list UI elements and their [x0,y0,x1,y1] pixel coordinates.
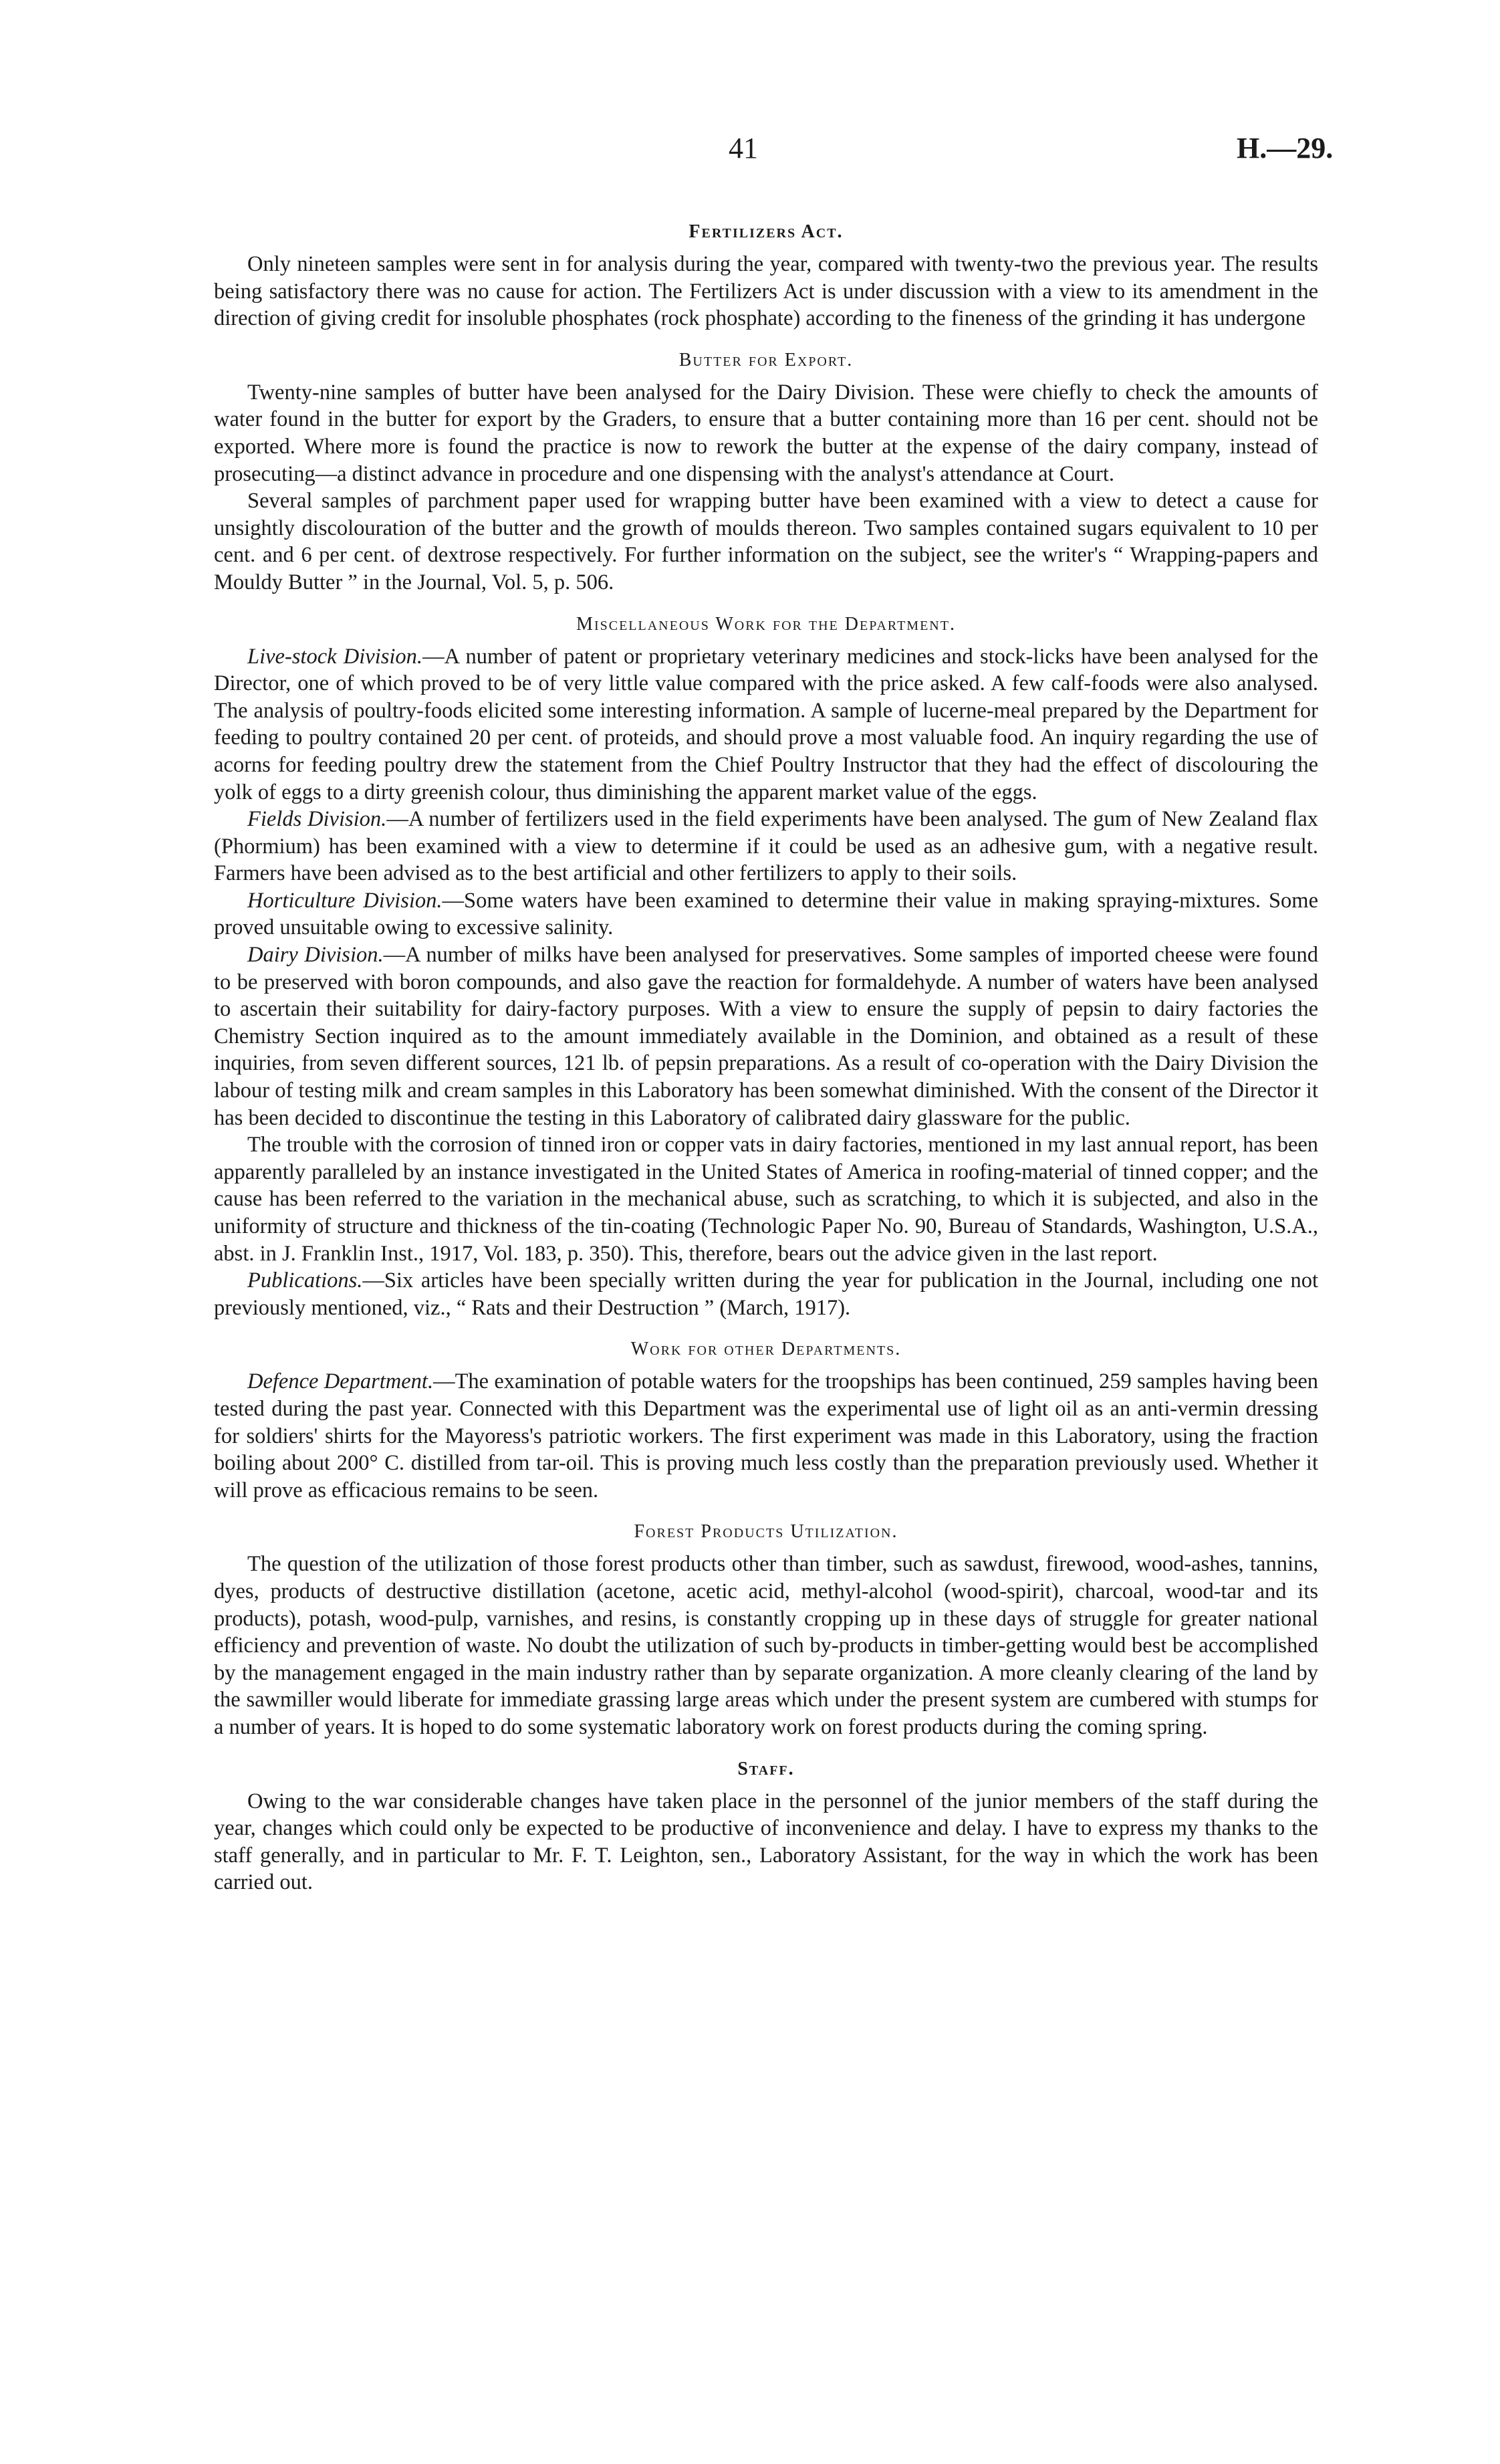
section-heading-work-for-other-departments: Work for other Departments. [630,1339,902,1360]
paragraph-publications: Publications.—Six articles have been specially written during the year for publication in the Journal, including one not previously mentioned, viz., “ Rats and their Destruction ” (March, 1917). [214,1268,1318,1320]
paragraph-staff: Owing to the war considerable changes have taken place in the personnel of the junior members of the staff during the year, changes which could only be expected to be productive of inconvenience and delay. I have to express my thanks to the staff generally, and in particular to Mr. F. T. Leighton, sen., Laboratory Assistant, for the way in which the work has been carried out. [214,1789,1318,1895]
section-heading-forest-products: Forest Products Utilization. [634,1521,898,1543]
paragraph-forest-products: The question of the utilization of those forest products other than timber, such as sawdust, firewood, wood-ashes, tannins, dyes, products of destructive distillation (acetone, acetic acid, methyl-alcohol (wood-spirit), charcoal, wood-tar and its products), potash, wood-pulp, varnishes, and resins, is constantly cropping up in these days of struggle for greater national efficiency and prevention of waste. No doubt the utilization of such by-products in timber-getting would best be accomplished by the management engaged in the main industry rather than by separate organization. A more cleanly clearing of the land by the sawmiller would liberate for immediate grassing large areas which under the present system are cumbered with stumps for a number of years. It is hoped to do some systematic laboratory work on forest products during the coming spring. [214,1552,1318,1739]
paragraph-butter-parchment: Several samples of parchment paper used for wrapping butter have been examined with a view to detect a cause for unsightly discolouration of the butter and the growth of moulds thereon. Two samples contained sugars equivalent to 10 per cent. and 6 per cent. of dextrose respectively. For further information on the subject, see the writer's “ Wrapping-papers and Mouldy Butter ” in the Journal, Vol. 5, p. 506. [214,489,1318,594]
section-heading-miscellaneous-work: Miscellaneous Work for the Department. [576,613,956,635]
section-heading-staff: Staff. [737,1758,795,1779]
paragraph-dairy-division: Dairy Division.—A number of milks have been analysed for preservatives. Some samples of imported cheese were found to be preserved with boron compounds, and also gave the reaction for formaldehyde. A number of waters have been analysed to ascertain their suitability for dairy-factory purposes. With a view to ensure the supply of pepsin to dairy factories the Chemistry Section inquired as to the amount immediately available in the Dominion, and obtained as a result of these inquiries, from seven different sources, 121 lb. of pepsin preparations. As a result of co-operation with the Dairy Division the labour of testing milk and cream samples in this Laboratory has been somewhat diminished. With the consent of the Director it has been decided to discontinue the testing in this Laboratory of calibrated dairy glassware for the public. [214,943,1318,1130]
paragraph-live-stock-division: Live-stock Division.—A number of patent or proprietary veterinary medicines and stock-licks have been analysed for the Director, one of which proved to be of very little value compared with the price asked. A few calf-foods were also analysed. The analysis of poultry-foods elicited some interesting information. A sample of lucerne-meal prepared by the Department for feeding to poultry contained 20 per cent. of proteids, and should prove a most valuable food. An inquiry regarding the use of acorns for feeding poultry drew the statement from the Chief Poultry Instructor that they had the effect of discolouring the yolk of eggs to a dirty greenish colour, thus diminishing the apparent market value of the eggs. [214,644,1318,804]
paragraph-butter-water: Twenty-nine samples of butter have been analysed for the Dairy Division. These were chiefly to check the amounts of water found in the butter for export by the Graders, to ensure that a butter containing more than 16 per cent. should not be exported. Where more is found the practice is now to rework the butter at the expense of the dairy company, instead of prosecuting—a distinct advance in procedure and one dispensing with the analyst's attendance at Court. [214,380,1318,486]
page-header [0,131,1500,171]
document-reference: H.—29. [1237,132,1334,164]
paragraph-horticulture-division: Horticulture Division.—Some waters have been examined to determine their value in making spraying-mixtures. Some proved unsuitable owing to excessive salinity. [214,888,1318,940]
paragraph-defence-department: Defence Department.—The examination of potable waters for the troopships has been continued, 259 samples having been tested during the past year. Connected with this Department was the experimental use of light oil as an anti-vermin dressing for soldiers' shirts for the Mayoress's patriotic workers. The first experiment was made in this Laboratory, using the fraction boiling about 200° C. distilled from tar-oil. This is proving much less costly than the preparation previously used. Whether it will prove as efficacious remains to be seen. [214,1369,1319,1502]
section-heading-butter-for-export: Butter for Export. [678,349,854,370]
paragraph-fields-division: Fields Division.—A number of fertilizers used in the field experiments have been analysed. The gum of New Zealand flax (Phormium) has been examined with a view to determine if it could be used as an adhesive gum, with a negative result. Farmers have been advised as to the best artificial and other fertilizers to apply to their soils. [214,807,1318,886]
section-heading-fertilizers-act: Fertilizers Act. [689,221,844,242]
paragraph-fertilizers: Only nineteen samples were sent in for analysis during the year, compared with twenty-two the previous year. The results being satisfactory there was no cause for action. The Fertilizers Act is under discussion with a view to its amendment in the direction of giving credit for insoluble phosphates (rock phosphate) according to the fineness of the grinding it has undergone [214,252,1318,331]
page-body [214,204,1318,1896]
page-number: 41 [729,132,758,164]
paragraph-corrosion: The trouble with the corrosion of tinned iron or copper vats in dairy factories, mentioned in my last annual report, has been apparently paralleled by an instance investigated in the United States of America in roofing-material of tinned copper; and the cause has been referred to the variation in the mechanical abuse, such as scratching, to which it is subjected, and also in the uniformity of structure and thickness of the tin-coating (Technologic Paper No. 90, Bureau of Standards, Washington, U.S.A., abst. in J. Franklin Inst., 1917, Vol. 183, p. 350). This, therefore, bears out the advice given in the last report. [214,1133,1318,1266]
